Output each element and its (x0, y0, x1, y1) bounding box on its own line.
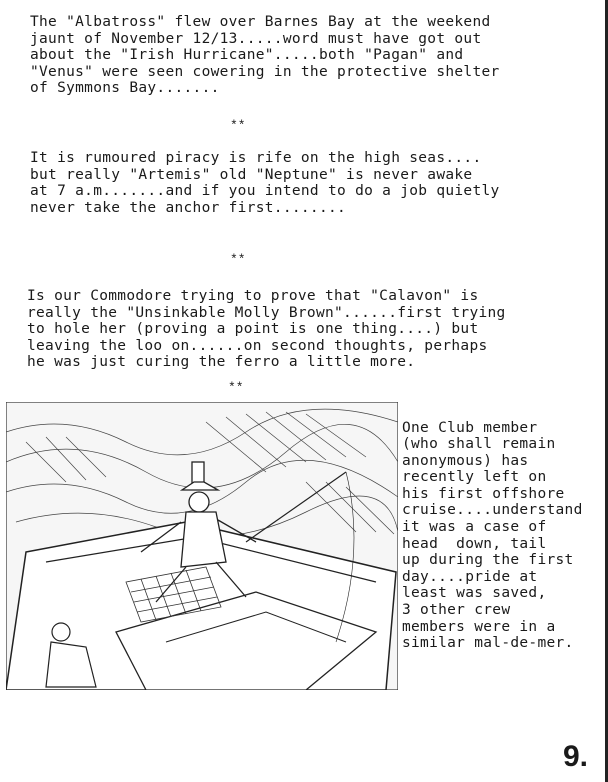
side-story: One Club member (who shall remain anonymous) has recently left on his first offshore cruise....understand it was a case of head down, tail up during the first day....pride at least was saved, 3 other crew members were in a similar mal-de-mer. (402, 419, 583, 652)
paragraph-commodore: Is our Commodore trying to prove that "Calavon" is really the "Unsinkable Molly Brown"......first trying to hole her (proving a point is one thing....) but leaving the loo on......on second thoughts, perhaps he was just curing the ferro a little more. (27, 288, 506, 370)
separator-3: ** (228, 380, 244, 395)
paragraph-albatross: The "Albatross" flew over Barnes Bay at the weekend jaunt of November 12/13.....word must have got out about the "Irish Hurricane".....both "Pagan" and "Venus" were seen cowering in the protective shelter of Symmons Bay....... (30, 14, 500, 96)
sailing-illustration (6, 402, 398, 690)
paragraph-piracy: It is rumoured piracy is rife on the high seas.... but really "Artemis" old "Neptune" is never awake at 7 a.m.......and if you intend to do a job quietly never take the anchor first........ (30, 150, 500, 216)
page-number: 9. (563, 740, 589, 773)
separator-2: ** (230, 252, 246, 267)
separator-1: ** (230, 118, 246, 133)
